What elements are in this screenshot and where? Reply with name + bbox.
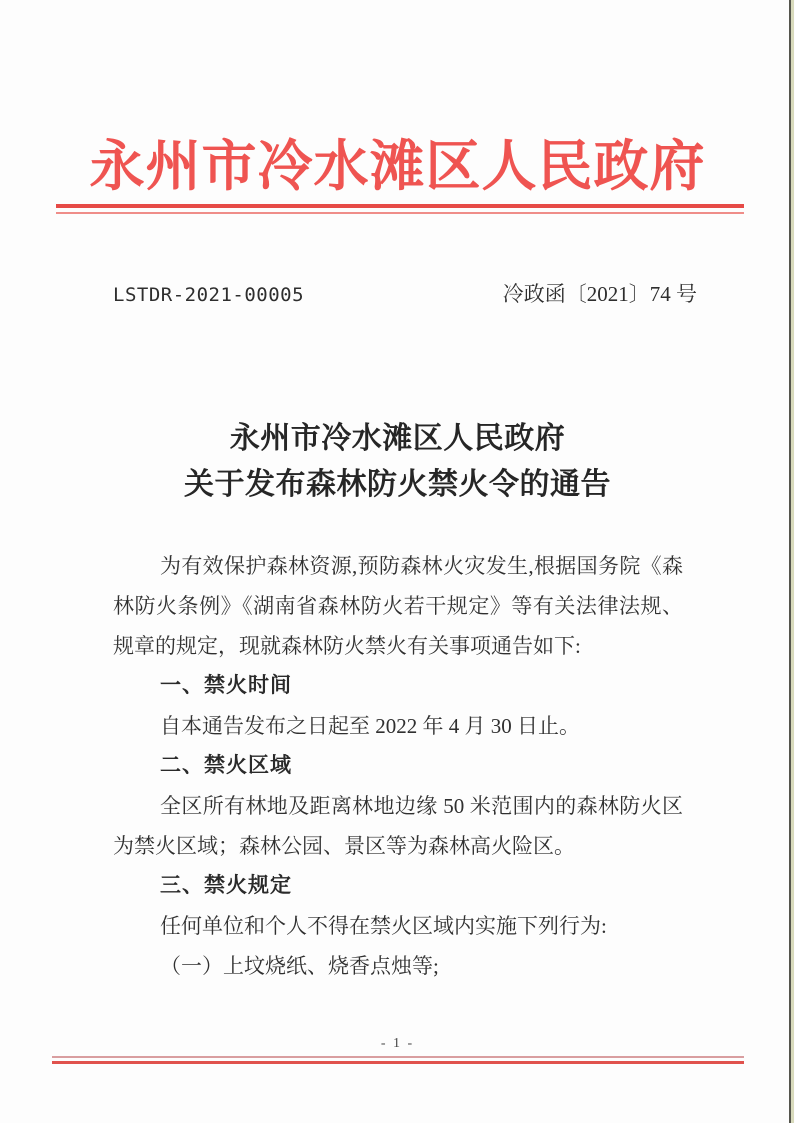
letterhead-org-name: 永州市冷水滩区人民政府 <box>89 136 706 197</box>
document-meta-row <box>113 278 697 308</box>
document-index-number: LSTDR-2021-00005 <box>113 284 305 306</box>
footer-rule-thin <box>52 1056 744 1058</box>
body-section-heading: 二、禁火区域 <box>160 754 292 777</box>
page-number: - 1 - <box>380 1036 415 1051</box>
letterhead-rule-thin <box>56 212 744 214</box>
notice-title <box>0 416 795 508</box>
body-line: 全区所有林地及距离林地边缘 50 米范围内的森林防火区 <box>160 794 683 818</box>
body-line: 为禁火区域；森林公园、景区等为森林高火险区。 <box>113 834 575 858</box>
body-line: 为有效保护森林资源,预防森林火灾发生,根据国务院《森 <box>160 554 683 578</box>
body-line: 自本通告发布之日起至 2022 年 4 月 30 日止。 <box>160 714 580 738</box>
body-line: 林防火条例》《湖南省森林防火若干规定》等有关法律法规、 <box>113 594 683 618</box>
body-line: 规章的规定，现就森林防火禁火有关事项通告如下: <box>113 634 581 658</box>
notice-title-line-1: 永州市冷水滩区人民政府 <box>229 422 566 455</box>
letterhead-rule-thick <box>56 204 744 208</box>
body-section-heading: 三、禁火规定 <box>160 874 292 897</box>
scan-edge-artifact-light <box>791 0 794 1123</box>
notice-body <box>113 546 683 986</box>
footer-rule-thick <box>52 1061 744 1064</box>
body-line: （一）上坟烧纸、烧香点烛等; <box>160 954 439 978</box>
notice-title-line-2: 关于发布森林防火禁火令的通告 <box>184 468 611 501</box>
body-line: 任何单位和个人不得在禁火区域内实施下列行为: <box>160 914 607 938</box>
body-section-heading: 一、禁火时间 <box>160 674 292 697</box>
document-reference-number: 冷政函〔2021〕74 号 <box>502 282 697 306</box>
